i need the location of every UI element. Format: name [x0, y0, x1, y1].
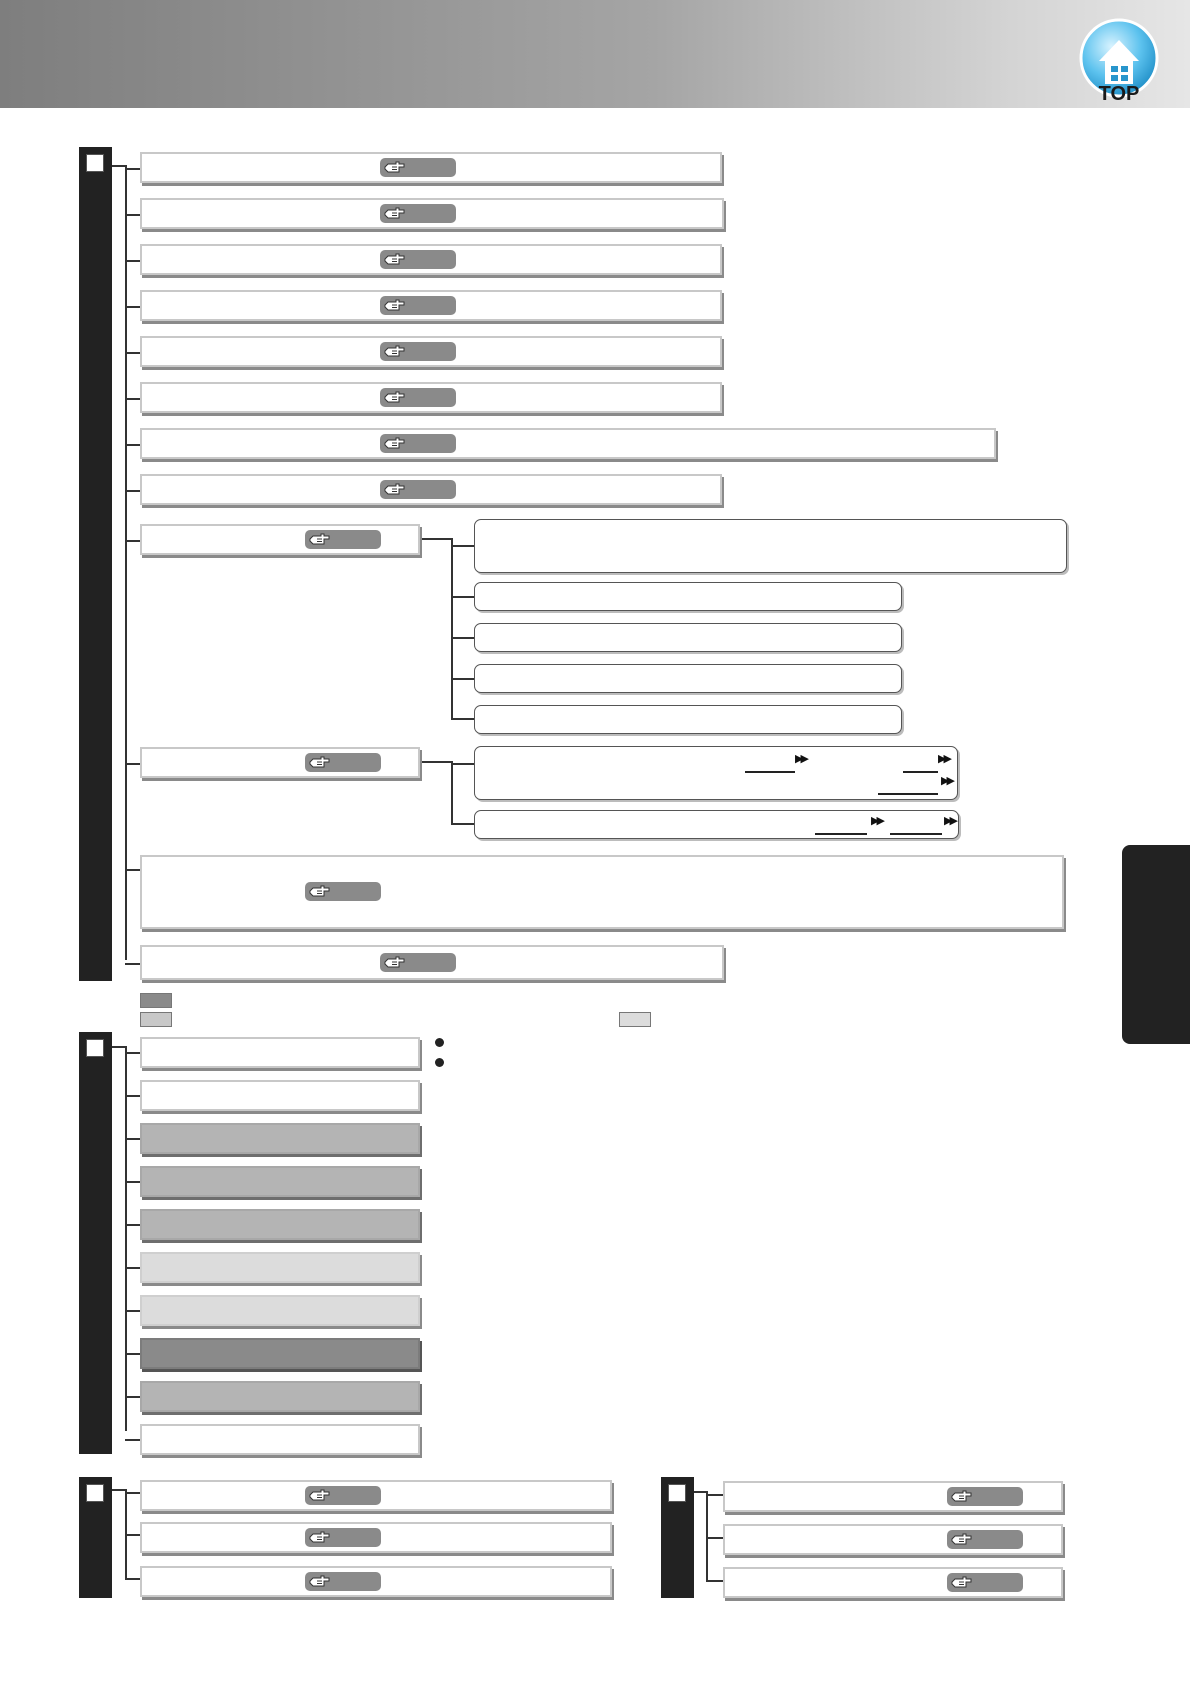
page-reference-badge[interactable] [380, 388, 456, 407]
page-reference-badge[interactable] [305, 1572, 381, 1591]
page-reference-badge[interactable] [305, 882, 381, 901]
submenu-underline [890, 833, 942, 835]
chapter-side-tab[interactable] [1122, 845, 1190, 1044]
bullet-dot [435, 1038, 444, 1047]
bullet-dot [435, 1058, 444, 1067]
subtree-branch [451, 718, 475, 720]
double-arrow-right-icon[interactable]: ▶▶ [941, 775, 952, 787]
submenu-underline [815, 833, 867, 835]
page-reference-badge[interactable] [947, 1530, 1023, 1549]
tree-stub-3 [112, 1489, 127, 1491]
subtree-branch [451, 823, 475, 825]
pointing-hand-icon [384, 391, 406, 404]
subtree-branch [451, 678, 475, 680]
double-arrow-right-icon[interactable]: ▶▶ [871, 815, 882, 827]
page-reference-badge[interactable] [380, 434, 456, 453]
page-reference-badge[interactable] [305, 753, 381, 772]
section-marker-1 [86, 154, 104, 172]
option-box [474, 623, 902, 652]
section-bar-1 [79, 147, 112, 981]
pointing-hand-icon [309, 885, 331, 898]
pointing-hand-icon [309, 756, 331, 769]
pointing-hand-icon [951, 1533, 973, 1546]
subtree-branch [451, 545, 475, 547]
page-header [0, 0, 1190, 108]
setting-item-3[interactable] [140, 1123, 420, 1154]
pointing-hand-icon [384, 299, 406, 312]
legend-swatch-light-inline [619, 1012, 651, 1027]
page-reference-badge[interactable] [380, 342, 456, 361]
tree-stub-4 [694, 1491, 708, 1493]
setting-item-2[interactable] [140, 1080, 420, 1111]
legend-swatch-light [140, 1012, 172, 1027]
subtree-link-10 [420, 761, 452, 763]
section-bar-2 [79, 1032, 112, 1454]
section-marker-4 [668, 1484, 686, 1502]
subtree-link-9 [420, 538, 452, 540]
pointing-hand-icon [384, 956, 406, 969]
page-reference-badge[interactable] [305, 530, 381, 549]
page-reference-badge[interactable] [380, 204, 456, 223]
section-marker-3 [86, 1484, 104, 1502]
option-box [474, 664, 902, 693]
top-label: TOP [1098, 83, 1140, 105]
pointing-hand-icon [951, 1576, 973, 1589]
page-reference-badge[interactable] [947, 1573, 1023, 1592]
page-reference-badge[interactable] [380, 296, 456, 315]
double-arrow-right-icon[interactable]: ▶▶ [944, 815, 955, 827]
setting-item-4[interactable] [140, 1166, 420, 1197]
page-reference-badge[interactable] [305, 1528, 381, 1547]
tree-trunk-2 [125, 1046, 127, 1431]
pointing-hand-icon [309, 1489, 331, 1502]
section-marker-2 [86, 1039, 104, 1057]
page-reference-badge[interactable] [380, 480, 456, 499]
tree-trunk-4 [706, 1491, 708, 1580]
pointing-hand-icon [384, 161, 406, 174]
pointing-hand-icon [384, 207, 406, 220]
submenu-underline [878, 793, 938, 795]
setting-item-10[interactable] [140, 1424, 420, 1455]
pointing-hand-icon [384, 253, 406, 266]
menu-item-7[interactable] [140, 428, 996, 459]
legend-swatch-dark [140, 993, 172, 1008]
pointing-hand-icon [309, 533, 331, 546]
setting-item-5[interactable] [140, 1209, 420, 1240]
double-arrow-right-icon[interactable]: ▶▶ [938, 753, 949, 765]
pointing-hand-icon [384, 483, 406, 496]
page-reference-badge[interactable] [380, 953, 456, 972]
submenu-underline [903, 771, 938, 773]
option-box [474, 705, 902, 734]
page-reference-badge[interactable] [380, 158, 456, 177]
pointing-hand-icon [384, 437, 406, 450]
setting-item-9[interactable] [140, 1381, 420, 1412]
subtree-trunk-10 [451, 761, 453, 825]
menu-item-11[interactable] [140, 855, 1064, 929]
subtree-branch [451, 637, 475, 639]
option-box-submenu [474, 746, 958, 800]
pointing-hand-icon [384, 345, 406, 358]
subtree-branch [451, 596, 475, 598]
page-reference-badge[interactable] [947, 1487, 1023, 1506]
option-box-submenu [474, 810, 959, 839]
setting-item-6[interactable] [140, 1252, 420, 1283]
tree-stub-1 [112, 165, 127, 167]
option-box-wide [474, 519, 1067, 573]
setting-item-7[interactable] [140, 1295, 420, 1326]
subtree-branch [451, 763, 475, 765]
pointing-hand-icon [951, 1490, 973, 1503]
tree-trunk-1 [125, 165, 127, 960]
double-arrow-right-icon[interactable]: ▶▶ [795, 753, 806, 765]
option-box [474, 582, 902, 611]
page-reference-badge[interactable] [380, 250, 456, 269]
submenu-underline [745, 771, 795, 773]
tree-stub-2 [112, 1046, 127, 1048]
page-reference-badge[interactable] [305, 1486, 381, 1505]
top-button[interactable] [1078, 18, 1160, 108]
pointing-hand-icon [309, 1531, 331, 1544]
setting-item-1[interactable] [140, 1037, 420, 1068]
pointing-hand-icon [309, 1575, 331, 1588]
subtree-trunk-9 [451, 538, 453, 720]
setting-item-8[interactable] [140, 1338, 420, 1369]
